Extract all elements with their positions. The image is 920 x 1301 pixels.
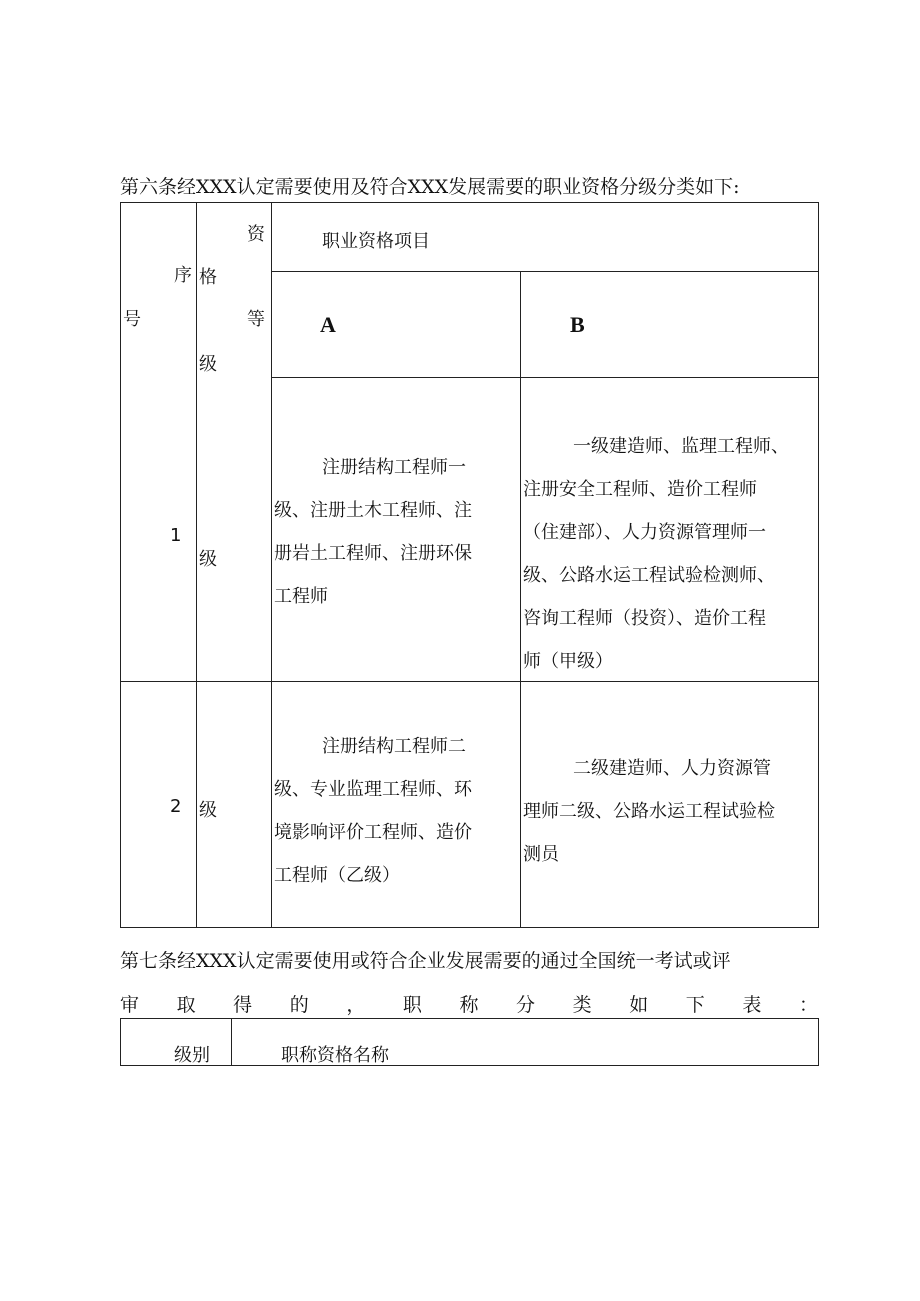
article-7-char: 表 — [742, 994, 762, 1016]
article-7-char: ： — [798, 994, 818, 1016]
row-1-col-b-line: （住建部）、人力资源管理师一 — [523, 522, 766, 543]
row-1-col-b-line: 级、公路水运工程试验检测师、 — [523, 565, 775, 586]
row-2-col-a-line: 工程师（乙级） — [274, 865, 400, 886]
table2-border-bottom — [120, 1065, 819, 1066]
article-7-char: 职 — [402, 994, 422, 1016]
header-level-char-3: 等 — [247, 309, 265, 330]
article-7-char: 得 — [233, 994, 253, 1016]
row-1-col-a — [274, 446, 518, 618]
article-7-char: 取 — [176, 994, 196, 1016]
row-2-level: 级 — [199, 800, 217, 821]
article-7-line-1: 第七条经XXX认定需要使用或符合企业发展需要的通过全国统一考试或评 — [120, 950, 731, 972]
table-divider-v1 — [196, 202, 197, 928]
row-1-col-a-line: 工程师 — [274, 586, 328, 607]
row-1-col-a-line: 级、注册土木工程师、注 — [274, 500, 472, 521]
table2-divider-v — [231, 1018, 232, 1066]
table-border-right — [818, 202, 819, 928]
row-1-level: 级 — [199, 549, 217, 570]
row-1-col-b — [523, 425, 817, 683]
table-divider-v3 — [520, 271, 521, 928]
article-7-char: 分 — [516, 994, 536, 1016]
table-divider-h2 — [271, 377, 819, 378]
article-7-char: 如 — [629, 994, 649, 1016]
row-1-col-b-line: 注册安全工程师、造价工程师 — [523, 479, 757, 500]
row-1-col-b-line: 一级建造师、监理工程师、 — [573, 436, 789, 457]
header-serial-char-2: 号 — [123, 309, 141, 330]
table2-border-right — [818, 1018, 819, 1066]
row-2-col-b — [523, 747, 817, 876]
article-7-char: 类 — [572, 994, 592, 1016]
article-7-char: ， — [346, 994, 366, 1016]
row-1-serial: 1 — [170, 525, 182, 546]
table2-border-top — [120, 1018, 819, 1019]
row-2-col-a-line: 境影响评价工程师、造价 — [274, 822, 472, 843]
row-2-col-b-line: 理师二级、公路水运工程试验检 — [523, 801, 775, 822]
table2-header-level: 级别 — [174, 1045, 210, 1066]
row-2-col-a-line: 级、专业监理工程师、环 — [274, 779, 472, 800]
article-7-char: 下 — [685, 994, 705, 1016]
row-1-col-b-line: 师（甲级） — [523, 651, 613, 672]
row-1-col-a-line: 注册结构工程师一 — [322, 457, 466, 478]
row-2-col-b-line: 二级建造师、人力资源管 — [573, 758, 771, 779]
header-serial-char-1: 序 — [174, 265, 192, 286]
table-border-top — [120, 202, 819, 203]
table-divider-h1 — [271, 271, 819, 272]
article-7-line-2 — [120, 990, 818, 1017]
row-1-col-b-line: 咨询工程师（投资）、造价工程 — [523, 608, 766, 629]
header-level-char-4: 级 — [199, 354, 217, 375]
row-2-col-b-line: 测员 — [523, 844, 559, 865]
row-1-col-a-line: 册岩土工程师、注册环保 — [274, 543, 472, 564]
table-border-bottom — [120, 927, 819, 928]
article-7-char: 的 — [289, 994, 309, 1016]
header-col-b: B — [570, 312, 585, 337]
table-border-left — [120, 202, 121, 928]
table2-header-name: 职称资格名称 — [281, 1045, 389, 1066]
header-col-a: A — [320, 312, 336, 337]
table2-border-left — [120, 1018, 121, 1066]
header-level-char-2: 格 — [199, 267, 217, 288]
article-7-char: 称 — [459, 994, 479, 1016]
article-6-intro: 第六条经XXX认定需要使用及符合XXX发展需要的职业资格分级分类如下: — [120, 176, 740, 198]
header-level-char-1: 资 — [247, 224, 265, 245]
row-2-col-a-line: 注册结构工程师二 — [322, 736, 466, 757]
article-7-char: 审 — [120, 994, 140, 1016]
header-project-title: 职业资格项目 — [322, 231, 430, 252]
table-divider-v2 — [271, 202, 272, 928]
row-2-col-a — [274, 725, 518, 897]
row-2-serial: 2 — [170, 796, 182, 817]
